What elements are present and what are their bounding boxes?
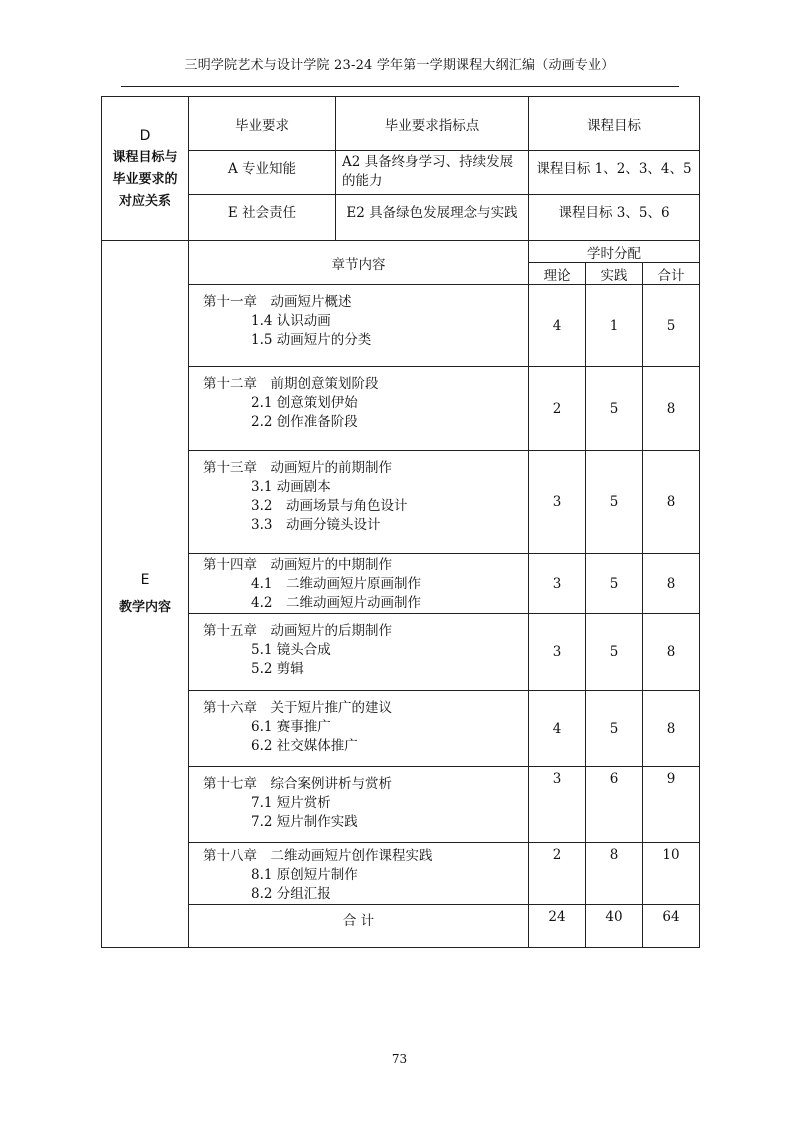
chapter-row-18	[189, 843, 529, 905]
chapter-section: 7.2 短片制作实践	[251, 814, 358, 830]
chapter-title: 第十四章 动画短片的中期制作	[203, 557, 392, 573]
chapter-section: 1.4 认识动画	[251, 313, 331, 329]
chapter-section: 3.2 动画场景与角色设计	[251, 498, 408, 514]
section-e-letter: E	[140, 572, 150, 588]
col-header-indicator: 毕业要求指标点	[336, 97, 529, 151]
theory-hours: 3	[529, 767, 586, 843]
chapter-row-16	[189, 691, 529, 767]
chapter-section: 8.2 分组汇报	[251, 886, 331, 902]
chapter-section: 6.2 社交媒体推广	[251, 738, 358, 754]
practice-hours: 1	[586, 285, 643, 367]
section-d-letter: D	[139, 127, 151, 144]
practice-hours: 6	[586, 767, 643, 843]
chapter-row-13	[189, 451, 529, 554]
section-d-label-line: 毕业要求的	[112, 171, 178, 187]
requirement-cell: A 专业知能	[189, 151, 336, 195]
col-header-goals: 课程目标	[529, 97, 700, 151]
section-e-label-text: 教学内容	[118, 600, 171, 615]
requirement-cell: E 社会责任	[189, 195, 336, 241]
chapter-title: 第十七章 综合案例讲析与赏析	[203, 776, 392, 792]
practice-hours: 8	[586, 843, 643, 905]
practice-hours: 5	[586, 554, 643, 614]
hours-col-practice: 实践	[586, 263, 643, 285]
content-header: 章节内容	[189, 241, 529, 285]
chapter-row-11	[189, 285, 529, 367]
chapter-section: 3.3 动画分镜头设计	[251, 517, 381, 533]
sum-total: 64	[643, 905, 700, 948]
theory-hours: 3	[529, 614, 586, 691]
chapter-title: 第十二章 前期创意策划阶段	[203, 376, 379, 392]
chapter-row-12	[189, 367, 529, 451]
chapter-title: 第十五章 动画短片的后期制作	[203, 623, 392, 639]
hours-header: 学时分配	[529, 241, 700, 263]
total-hours: 10	[643, 843, 700, 905]
indicator-cell: A2 具备终身学习、持续发展的能力	[336, 151, 529, 195]
col-header-requirement: 毕业要求	[189, 97, 336, 151]
section-d-label-line: 课程目标与	[112, 149, 178, 165]
section-d-label	[102, 97, 189, 241]
chapter-section: 6.1 赛事推广	[251, 719, 331, 735]
goals-cell: 课程目标 1、2、3、4、5	[529, 151, 700, 195]
document-header: 三明学院艺术与设计学院 23-24 学年第一学期课程大纲汇编（动画专业）	[184, 58, 615, 73]
chapter-section: 4.1 二维动画短片原画制作	[251, 576, 421, 592]
sum-practice: 40	[586, 905, 643, 948]
section-e-label	[102, 241, 189, 948]
total-hours: 8	[643, 367, 700, 451]
chapter-section: 1.5 动画短片的分类	[251, 332, 372, 348]
practice-hours: 5	[586, 451, 643, 554]
practice-hours: 5	[586, 691, 643, 767]
section-d-label-line: 对应关系	[118, 193, 171, 209]
chapter-section: 2.2 创作准备阶段	[251, 414, 358, 430]
chapter-section: 4.2 二维动画短片动画制作	[251, 595, 421, 611]
hours-col-theory: 理论	[529, 263, 586, 285]
goals-cell: 课程目标 3、5、6	[529, 195, 700, 241]
syllabus-table	[101, 96, 700, 948]
chapter-section: 2.1 创意策划伊始	[251, 395, 358, 411]
chapter-title: 第十一章 动画短片概述	[203, 294, 352, 310]
theory-hours: 2	[529, 367, 586, 451]
chapter-title: 第十六章 关于短片推广的建议	[203, 700, 392, 716]
header-rule	[121, 86, 679, 87]
practice-hours: 5	[586, 614, 643, 691]
chapter-section: 5.1 镜头合成	[251, 642, 331, 658]
practice-hours: 5	[586, 367, 643, 451]
chapter-section: 5.2 剪辑	[251, 661, 304, 677]
page-number: 73	[391, 1052, 408, 1066]
chapter-section: 3.1 动画剧本	[251, 479, 331, 495]
total-hours: 8	[643, 451, 700, 554]
theory-hours: 3	[529, 451, 586, 554]
chapter-section: 7.1 短片赏析	[251, 795, 331, 811]
theory-hours: 2	[529, 843, 586, 905]
chapter-row-15	[189, 614, 529, 691]
sum-label: 合 计	[189, 905, 529, 948]
theory-hours: 3	[529, 554, 586, 614]
theory-hours: 4	[529, 691, 586, 767]
chapter-title: 第十八章 二维动画短片创作课程实践	[203, 848, 433, 864]
indicator-cell: E2 具备绿色发展理念与实践	[336, 195, 529, 241]
total-hours: 8	[643, 614, 700, 691]
chapter-title: 第十三章 动画短片的前期制作	[203, 460, 392, 476]
hours-col-total: 合计	[643, 263, 700, 285]
total-hours: 9	[643, 767, 700, 843]
total-hours: 8	[643, 691, 700, 767]
chapter-row-14	[189, 554, 529, 614]
chapter-row-17	[189, 767, 529, 843]
total-hours: 5	[643, 285, 700, 367]
sum-theory: 24	[529, 905, 586, 948]
total-hours: 8	[643, 554, 700, 614]
theory-hours: 4	[529, 285, 586, 367]
chapter-section: 8.1 原创短片制作	[251, 867, 358, 883]
